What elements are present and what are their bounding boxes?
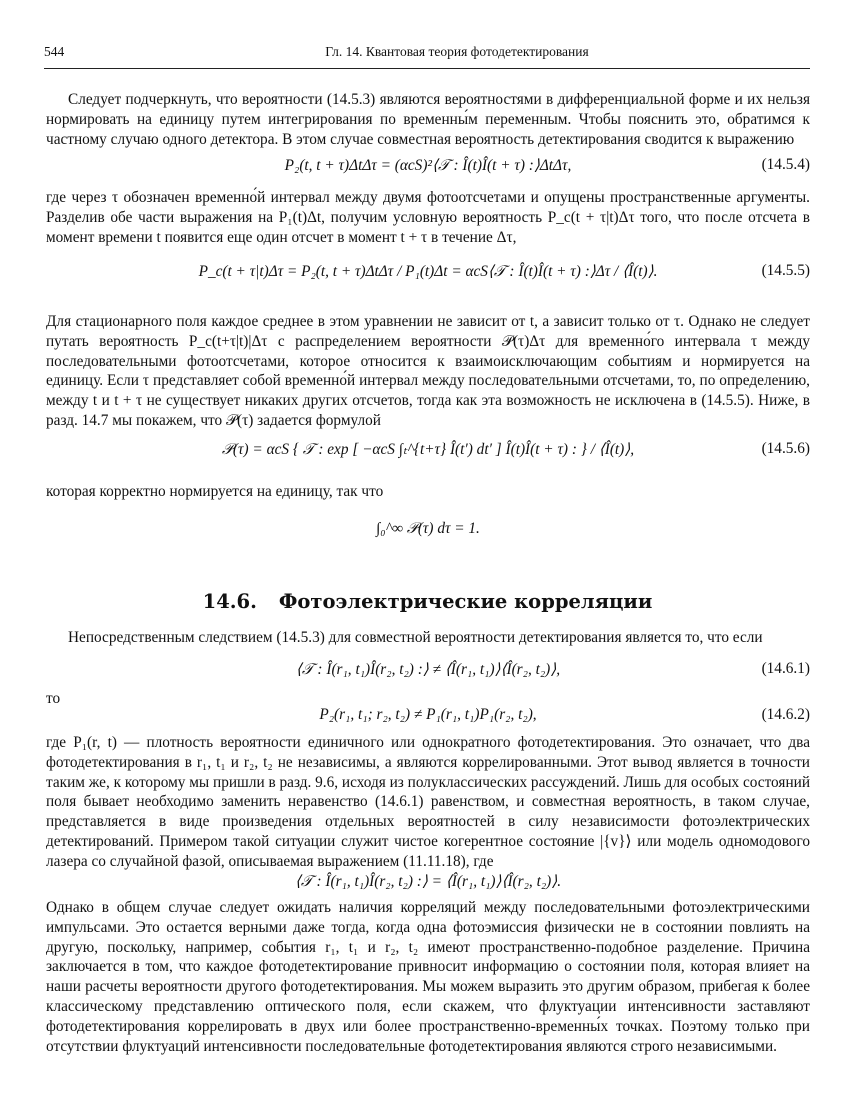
section-title: Фотоэлектрические корреляции xyxy=(278,590,653,613)
equation-14-5-6 xyxy=(46,440,810,468)
equation-body: P₂(t, t + τ)ΔtΔτ = (αcS)²⟨𝒯 : Î(t)Î(t + τ) :⟩ΔtΔτ, xyxy=(284,157,572,174)
equation-body: P₂(r₁, t₁; r₂, t₂) ≠ P₁(r₁, t₁)P₁(r₂, t₂), xyxy=(319,706,537,723)
paragraph-5: Непосредственным следствием (14.5.3) для совместной вероятности детектирования является то, что если xyxy=(68,629,763,646)
header-rule xyxy=(44,68,810,69)
equation-number: (14.6.2) xyxy=(761,706,810,723)
equation-number: (14.5.6) xyxy=(761,440,810,457)
equation-14-5-5 xyxy=(46,262,810,290)
equation-body: ⟨𝒯 : Î(r₁, t₁)Î(r₂, t₂) :⟩ = ⟨Î(r₁, t₁)⟩⟨Î(r₂, t₂)⟩. xyxy=(294,873,562,890)
paragraph-8: Однако в общем случае следует ожидать наличия корреляций между последовательными фотоэлектрическими импульсами. Это остается верными даже тогда, когда одна фотоэмиссия физически не в состоянии повлиять на другую, поскольку, например, события r₁, t₁ и r₂, t₂ имеют пространственно-подобное разделение. Причина заключается в том, что каждое фотодетектирование привносит информацию о состоянии поля, которая влияет на наши расчеты вероятности другого фотодетектирования. Мы можем выразить это другим образом, прибегая к более классическому представлению оптического поля, если скажем, что флуктуации интенсивности заставляют фотодетектирования коррелировать в двух или более пространственно-временны́х точках. Поэтому только при отсутствии флуктуаций интенсивности последовательные фотодетектирования являются строго независимыми. xyxy=(46,899,810,1055)
equation-body: ∫₀^∞ 𝒫(τ) dτ = 1. xyxy=(376,520,480,537)
equation-body: P_c(t + τ|t)Δτ = P₂(t, t + τ)ΔtΔτ / P₁(t)Δt = αcS⟨𝒯 : Î(t)Î(t + τ) :⟩Δτ / ⟨Î(t)⟩. xyxy=(198,263,658,280)
paragraph-7: где P₁(r, t) — плотность вероятности единичного или однократного фотодетектирования. Это означает, что два фотодетектирования в r₁, t₁ и r₂, t₂ не независимы, а являются коррелированными. Этот вывод является в точности таким же, к которому мы пришли в разд. 9.6, исходя из полуклассических рассуждений. Лишь для особых состояний поля бывает необходимо заменить неравенство (14.6.1) равенством, и совместная вероятность, в таком случае, представляется в виде произведения отдельных вероятностей в силу независимости фотоэлектрических детектирований. Примером такой ситуации служит чистое когерентное состояние |{v}⟩ или модель одномодового лазера со случайной фазой, описываемая выражением (11.11.18), где xyxy=(46,734,811,870)
equation-number: (14.6.1) xyxy=(761,660,810,677)
equation-14-6-2 xyxy=(46,706,810,734)
section-heading xyxy=(0,590,855,613)
page-number: 544 xyxy=(44,44,65,59)
equation-14-5-4 xyxy=(46,156,810,184)
paragraph-2: где через τ обозначен временно́й интервал между двумя фотоотсчетами и опущены пространственные аргументы. Разделив обе части выражения на P₁(t)Δt, получим условную вероятность P_c(t + τ|t)Δτ того, что после отсчета в момент времени t появится еще один отсчет в момент t + τ в течение Δτ, xyxy=(46,189,810,246)
equation-body: ⟨𝒯 : Î(r₁, t₁)Î(r₂, t₂) :⟩ ≠ ⟨Î(r₁, t₁)⟩⟨Î(r₂, t₂)⟩, xyxy=(295,661,561,678)
section-number: 14.6. xyxy=(202,590,257,613)
equation-body: 𝒫(τ) = αcS { 𝒯 : exp [ −αcS ∫ₜ^{t+τ} Î(t′) dt′ ] Î(t)Î(t + τ) : } / ⟨Î(t)⟩, xyxy=(221,441,635,458)
running-header xyxy=(44,42,810,64)
paragraph-4: которая корректно нормируется на единицу, так что xyxy=(46,483,384,500)
equation-number: (14.5.5) xyxy=(761,262,810,279)
paragraph-1: Следует подчеркнуть, что вероятности (14.5.3) являются вероятностями в дифференциальной форме и их нельзя нормировать на единицу путем интегрирования по временны́м переменным. Чтобы пояснить это, обратимся к частному случаю одного детектора. В этом случае совместная вероятность детектирования сводится к выражению xyxy=(46,91,810,148)
paragraph-3: Для стационарного поля каждое среднее в этом уравнении не зависит от t, а зависит только от τ. Однако не следует путать вероятность P_c(t+τ|t)|Δτ с распределением вероятности 𝒫(τ)Δτ для временно́го интервала τ между последовательными фотоотсчетами, которое относится к взаимоисключающим событиям и нормируется на единицу. Если τ представляет собой временно́й интервал между последовательными отсчетами, то, по определению, между t и t + τ не существует никаких других отсчетов, тогда как эта возможность не исключена в (14.5.5). Ниже, в разд. 14.7 мы покажем, что 𝒫(τ) задается формулой xyxy=(46,313,810,429)
equation-normalization xyxy=(46,520,810,548)
equation-14-6-1 xyxy=(46,660,810,688)
equation-number: (14.5.4) xyxy=(761,156,810,173)
running-title: Гл. 14. Квантовая теория фотодетектирования xyxy=(325,44,589,59)
equation-coherent-equality xyxy=(46,872,810,900)
paragraph-6: то xyxy=(46,690,61,707)
